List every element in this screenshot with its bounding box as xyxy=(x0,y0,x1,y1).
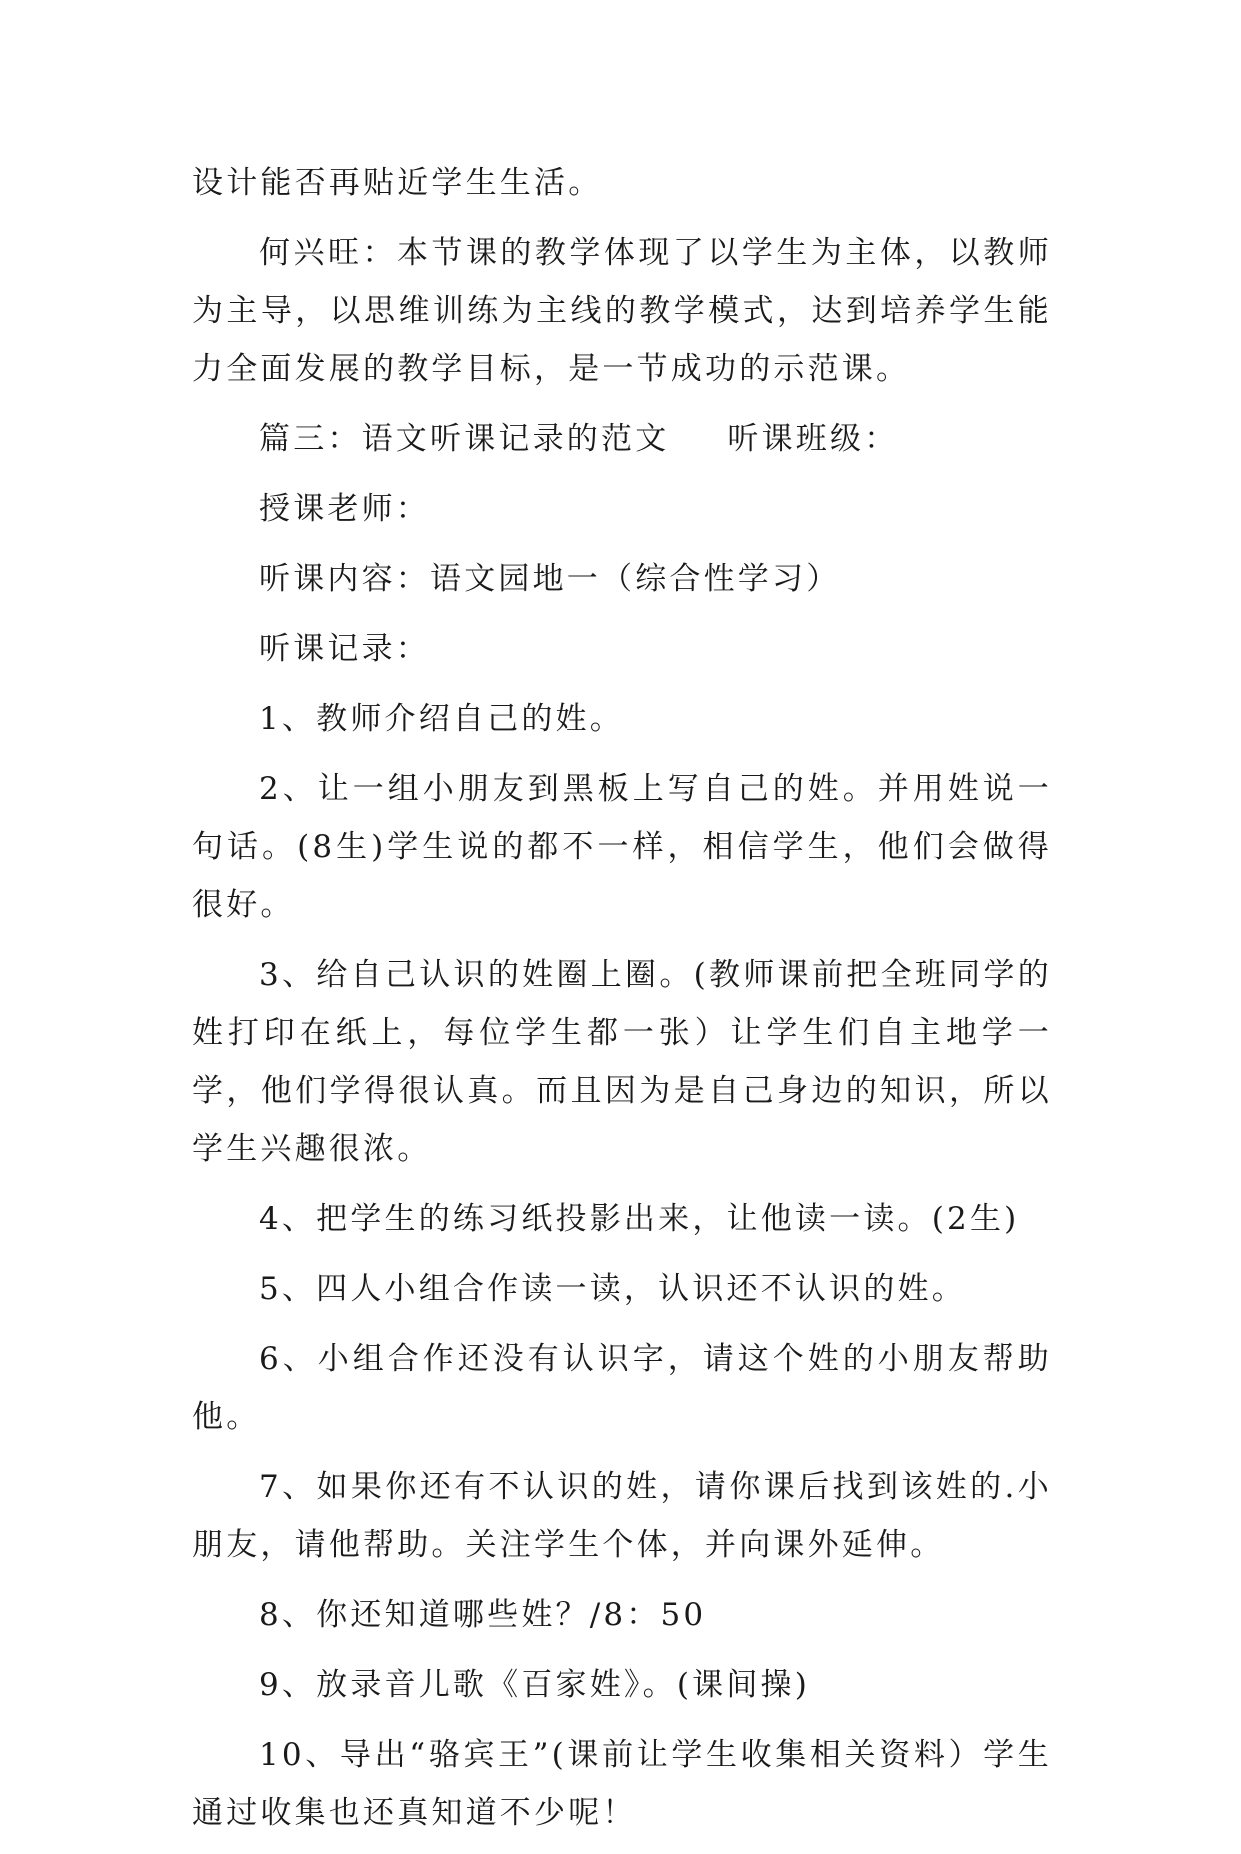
class-label: 听课班级： xyxy=(727,421,899,457)
section-heading: 篇三：语文听课记录的范文 xyxy=(259,421,670,457)
paragraph-5: 听课内容：语文园地一（综合性学习） xyxy=(259,561,841,597)
paragraph-7: 1、教师介绍自己的姓。 xyxy=(259,701,624,737)
paragraph-6: 听课记录： xyxy=(259,631,430,667)
paragraph-16: 10、导出“骆宾王”(课前让学生收集相关资料）学生通过收集也还真知道不少呢！ xyxy=(192,1737,1052,1831)
paragraph-2: 何兴旺：本节课的教学体现了以学生为主体，以教师为主导，以思维训练为主线的教学模式，达到培养学生能力全面发展的教学目标，是一节成功的示范课。 xyxy=(192,235,1052,387)
paragraph-8: 2、让一组小朋友到黑板上写自己的姓。并用姓说一句话。(8生)学生说的都不一样，相信学生，他们会做得很好。 xyxy=(192,771,1052,923)
paragraph-10: 4、把学生的练习纸投影出来，让他读一读。(2生) xyxy=(259,1201,1020,1237)
paragraph-11: 5、四人小组合作读一读，认识还不认识的姓。 xyxy=(259,1271,966,1307)
document-body xyxy=(192,154,1052,1854)
paragraph-3 xyxy=(192,410,1052,468)
paragraph-12: 6、小组合作还没有认识字，请这个姓的小朋友帮助他。 xyxy=(192,1341,1052,1435)
paragraph-13: 7、如果你还有不认识的姓，请你课后找到该姓的.小朋友，请他帮助。关注学生个体，并向课外延伸。 xyxy=(192,1469,1052,1563)
paragraph-4: 授课老师： xyxy=(259,491,430,527)
paragraph-15: 9、放录音儿歌《百家姓》。(课间操) xyxy=(259,1667,811,1703)
paragraph-1: 设计能否再贴近学生生活。 xyxy=(192,165,603,201)
paragraph-14: 8、你还知道哪些姓？/8：50 xyxy=(259,1597,707,1633)
paragraph-9: 3、给自己认识的姓圈上圈。(教师课前把全班同学的姓打印在纸上，每位学生都一张）让学生们自主地学一学，他们学得很认真。而且因为是自己身边的知识，所以学生兴趣很浓。 xyxy=(192,957,1052,1167)
